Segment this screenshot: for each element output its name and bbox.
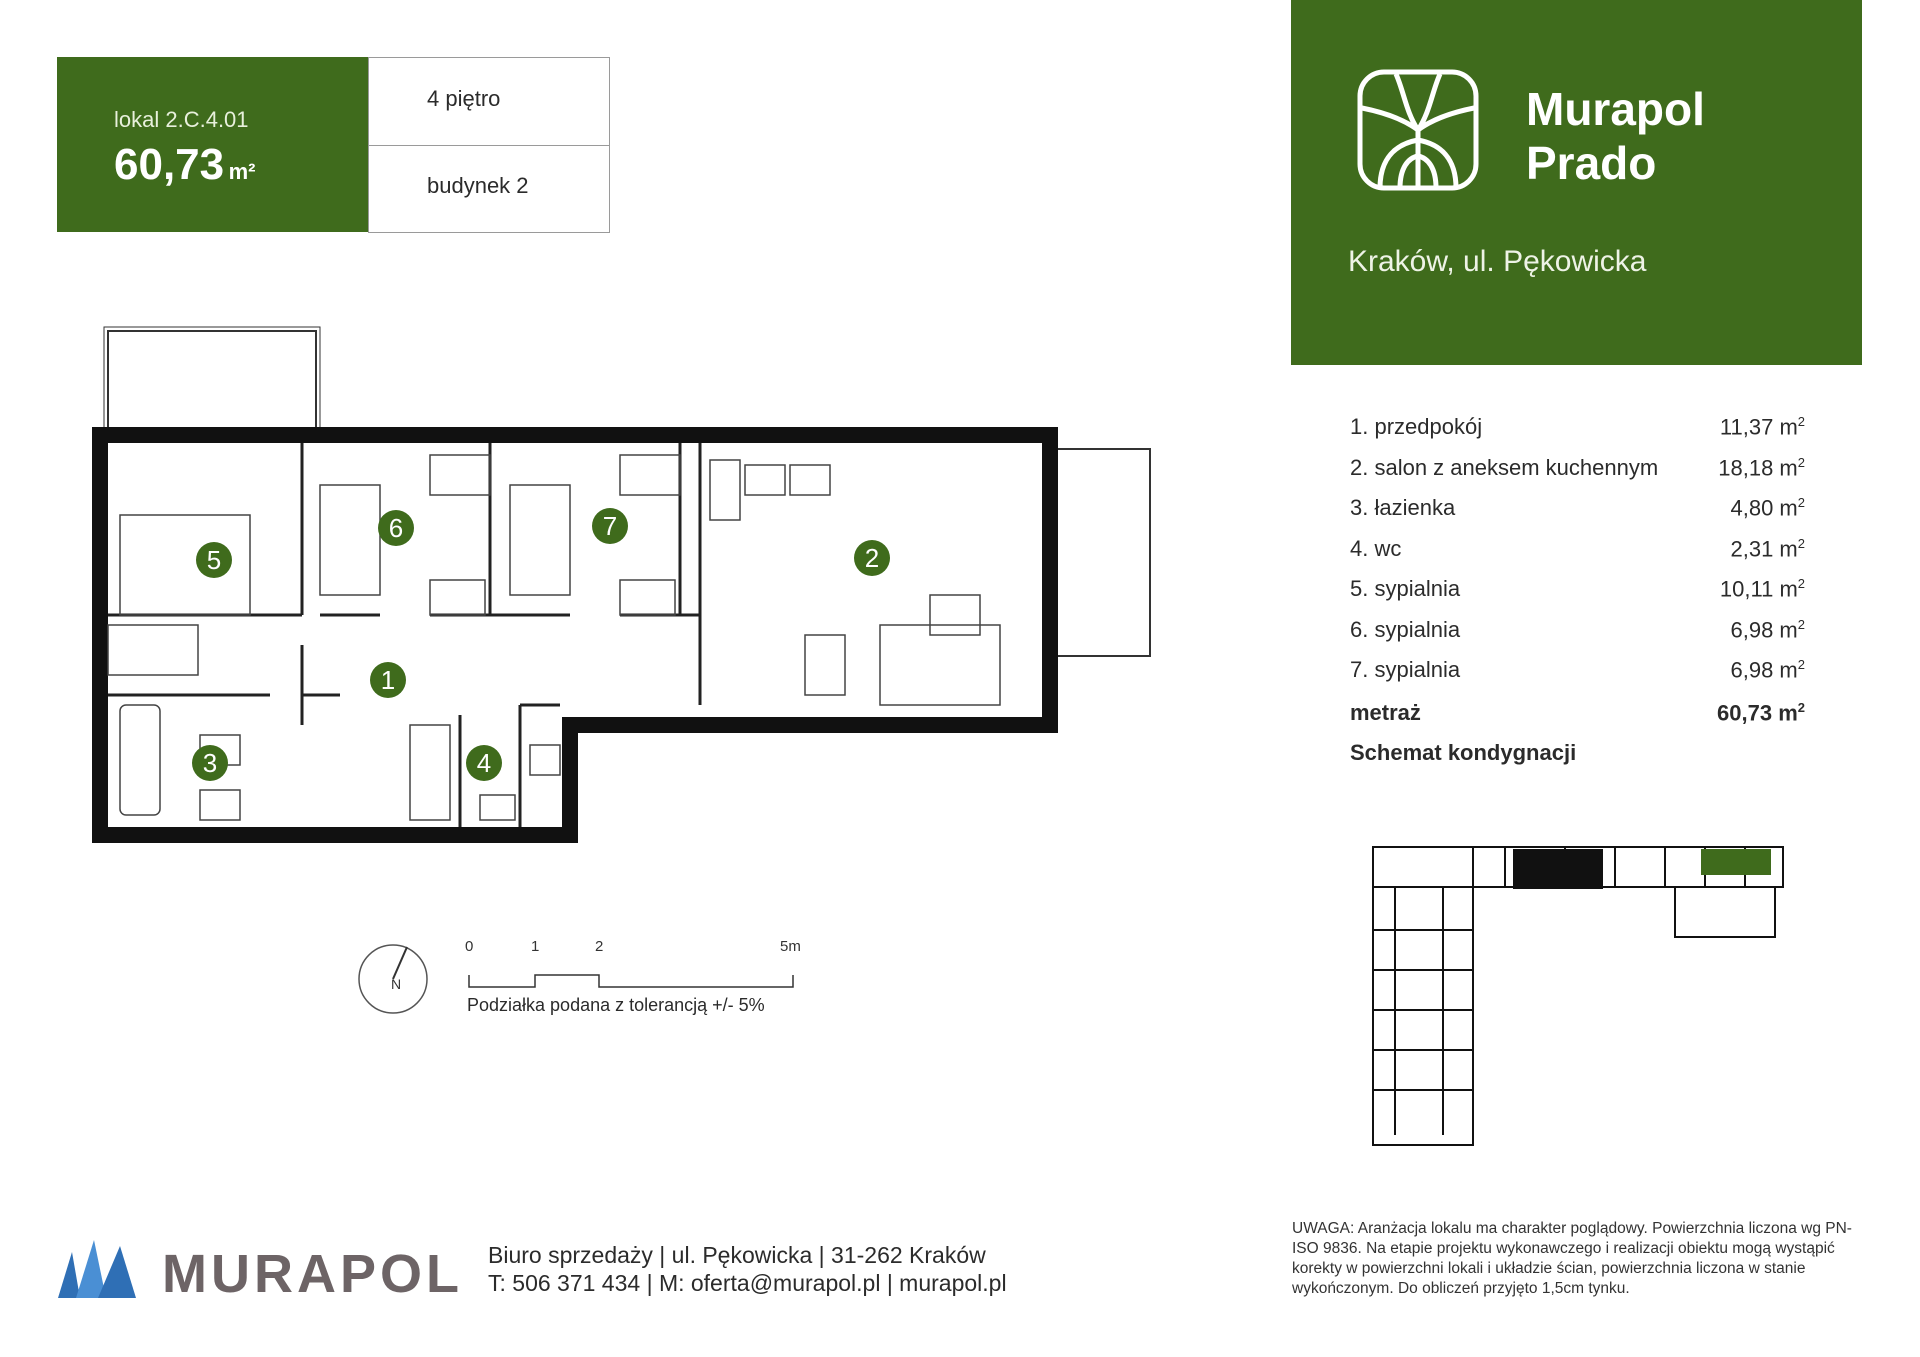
desk-6 xyxy=(430,455,490,495)
scale-note: Podziałka podana z tolerancją +/- 5% xyxy=(467,995,765,1015)
dining-table xyxy=(805,635,845,695)
footer-address: Biuro sprzedaży | ul. Pękowicka | 31-262 Kraków xyxy=(488,1242,986,1268)
wardrobe-hall xyxy=(410,725,450,820)
room-area: 2,31 $m^2$ xyxy=(1730,535,1805,561)
compass-icon xyxy=(359,945,427,1013)
disclaimer: UWAGA: Aranżacja lokalu ma charakter poglądowy. Powierzchnia liczona wg PN-ISO 9836. Na etapie projektu wykonawczego i realizacji obiektu mogą wystąpić korekty w powierzchni lokali i układzie ścian, powierzchnia liczona w stanie wykończonym. Do obliczeń przyjęto 1,5cm tynku. xyxy=(1292,1220,1852,1297)
room-row xyxy=(1350,536,1805,577)
unit-label: lokal 2.C.4.01 xyxy=(114,107,249,132)
floor-building-box xyxy=(368,57,610,233)
room-row xyxy=(1350,414,1805,455)
svg-text:7: 7 xyxy=(602,511,618,541)
coffee-table xyxy=(930,595,980,635)
building-label: budynek 2 xyxy=(427,173,529,198)
room-number-3 xyxy=(192,745,228,781)
svg-text:6: 6 xyxy=(388,513,404,543)
washbasin-4 xyxy=(480,795,515,820)
room-row xyxy=(1350,576,1805,617)
cooktop xyxy=(790,465,830,495)
room-name: 6. sypialnia xyxy=(1350,616,1461,642)
room-name: 5. sypialnia xyxy=(1350,576,1461,601)
brand-name-line2: Prado xyxy=(1526,137,1657,189)
svg-text:4: 4 xyxy=(476,748,492,778)
stylized-tree-logo-icon xyxy=(1356,68,1480,192)
svg-text:2: 2 xyxy=(595,938,604,955)
toilet-4 xyxy=(530,745,560,775)
total-label: metraż xyxy=(1350,699,1421,725)
room-number-4 xyxy=(466,745,502,781)
washbasin-3 xyxy=(200,790,240,820)
unit-area-value: 60,73 xyxy=(114,140,225,189)
furniture xyxy=(108,455,1000,820)
room-name: 3. łazienka xyxy=(1350,495,1456,520)
svg-text:1: 1 xyxy=(380,665,396,695)
svg-text:3: 3 xyxy=(202,748,218,778)
sofa xyxy=(880,625,1000,705)
room-area: 18,18 $m^2$ xyxy=(1718,454,1805,480)
room-area: 4,80 $m^2$ xyxy=(1730,495,1805,521)
stove xyxy=(710,460,740,520)
room-name: 7. sypialnia xyxy=(1350,657,1461,682)
bed-6 xyxy=(320,485,380,595)
room-name: 1. przedpokój xyxy=(1350,414,1483,439)
room-area: 6,98 $m^2$ xyxy=(1730,616,1805,642)
room-number-5 xyxy=(196,542,232,578)
schema-core xyxy=(1513,849,1603,889)
svg-text:N: N xyxy=(391,976,402,992)
balcony-right xyxy=(1046,449,1150,656)
room-list xyxy=(1350,414,1805,736)
svg-text:0: 0 xyxy=(465,938,474,955)
room-number-6 xyxy=(378,510,414,546)
floor-plan xyxy=(90,325,1170,865)
balcony-left-outline xyxy=(104,327,320,435)
desk-7 xyxy=(620,455,680,495)
wardrobe-7 xyxy=(620,580,675,615)
room-number-7 xyxy=(592,508,628,544)
room-number-2 xyxy=(854,540,890,576)
floor-label: 4 piętro xyxy=(427,86,501,111)
brand-location: Kraków, ul. Pękowicka xyxy=(1348,245,1647,278)
schema-unit-highlight xyxy=(1701,849,1771,875)
wardrobe-5 xyxy=(108,625,198,675)
room-area: 6,98 $m^2$ xyxy=(1730,657,1805,683)
footer-contact: T: 506 371 434 | M: oferta@murapol.pl | murapol.pl xyxy=(488,1270,1007,1296)
svg-text:2: 2 xyxy=(864,543,880,573)
building-cell xyxy=(369,145,609,232)
unit-area xyxy=(114,140,255,190)
room-row xyxy=(1350,657,1805,698)
floor-schema-diagram xyxy=(1365,835,1785,1150)
room-area: 11,37 $m^2$ xyxy=(1719,414,1805,440)
total-area: 60,73 $m^2$ xyxy=(1717,699,1805,725)
room-row xyxy=(1350,495,1805,536)
schema-title: Schemat kondygnacji xyxy=(1350,740,1577,765)
footer-brand: MURAPOL xyxy=(162,1244,463,1304)
brand-name-line1: Murapol xyxy=(1526,83,1705,135)
room-name: 4. wc xyxy=(1350,535,1402,561)
brand-title xyxy=(1526,82,1705,190)
total-row xyxy=(1350,700,1805,736)
unit-info-box xyxy=(57,57,369,232)
wardrobe-6 xyxy=(430,580,485,615)
room-row xyxy=(1350,617,1805,658)
balcony-left xyxy=(108,331,316,433)
room-name: 2. salon z aneksem kuchennym xyxy=(1350,454,1659,480)
room-row xyxy=(1350,455,1805,496)
svg-text:1: 1 xyxy=(531,938,540,955)
murapol-logo-icon xyxy=(58,1240,138,1298)
svg-text:5m: 5m xyxy=(780,938,801,955)
room-number-1 xyxy=(370,662,406,698)
unit-area-unit: m² xyxy=(228,159,256,184)
bed-7 xyxy=(510,485,570,595)
exterior-walls xyxy=(100,435,1050,835)
floor-cell xyxy=(369,58,609,145)
room-area: 10,11 $m^2$ xyxy=(1719,576,1805,602)
svg-text:5: 5 xyxy=(206,545,222,575)
bathtub xyxy=(120,705,160,815)
sink xyxy=(745,465,785,495)
